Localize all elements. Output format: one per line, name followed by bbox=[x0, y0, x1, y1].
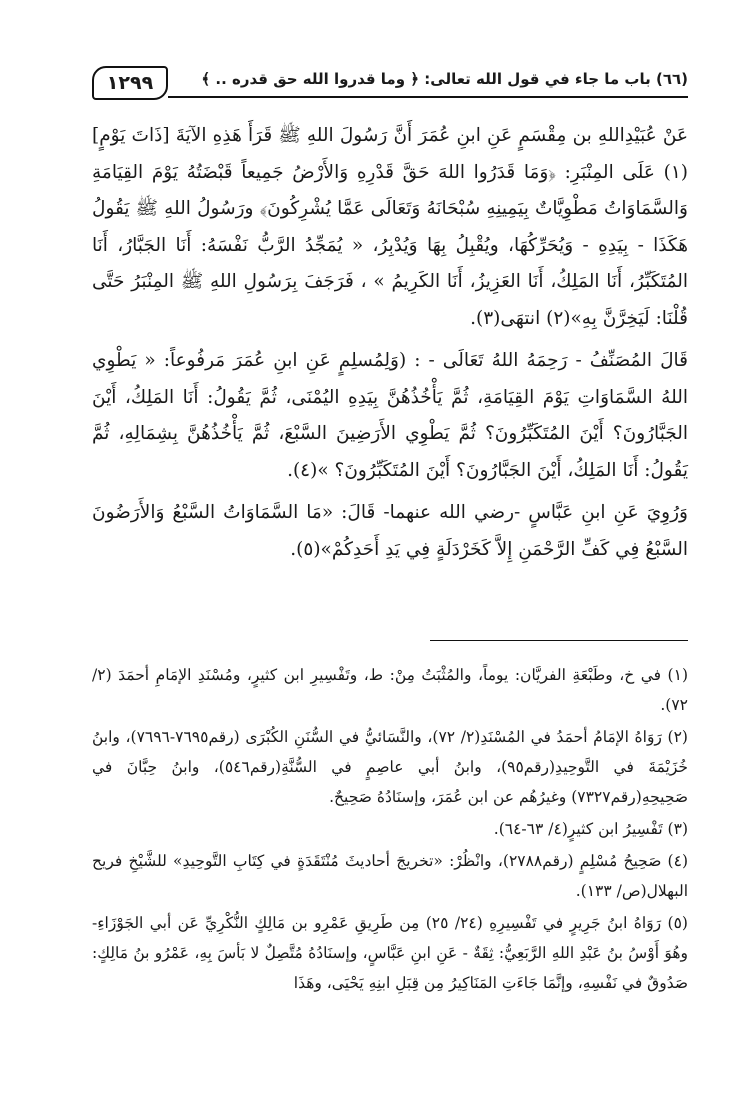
footnotes bbox=[92, 660, 688, 1000]
page-number: ١٢٩٩ bbox=[92, 66, 168, 100]
footnote-2: (٢) رَوَاهُ الإمَامُ أحمَدُ في المُسْنَدِ(٢/ ٧٢)، والنَّسَائيُّ في السُّنَنِ الكُبْرَى (رقم٧٦٩٥-٧٦٩٦)، وابنُ خُزَيْمَةَ في التَّوحِيدِ(رقم٩٥)، وابنُ أبي عاصِمٍ في السُّنَّةِ(رقم٥٤٦)، وابنُ حِبَّانَ في صَحِيحِهِ(رقم٧٣٢٧) وغيرُهُم عن ابن عُمَرَ، وإسنَادُهُ صَحِيحٌ. bbox=[92, 728, 688, 806]
main-text bbox=[92, 118, 688, 568]
footnote-1: (١) في خ، وطَبْعَةِ الفريَّان: يوماً، والمُثْبَتُ مِنْ: ط، وتَفْسِيرِ ابن كثيرٍ، ومُسْنَدِ الإمَامِ أحمَدَ (٢/ ٧٢). bbox=[92, 666, 688, 714]
header-rule bbox=[168, 96, 688, 98]
paragraph-hadith-ibn-umar: عَنْ عُبَيْدِاللهِ بن مِقْسَمٍ عَنِ ابنِ عُمَرَ أَنَّ رَسُولَ اللهِ ﷺ قَرَأَ هَذِهِ الآيَةَ [ذَاتَ يَوْمٍ](١) عَلَى المِنْبَرِ: ﴿وَمَا قَدَرُوا اللهَ حَقَّ قَدْرِهِ وَالأَرْضُ جَمِيعاً قَبْضَتُهُ يَوْمَ القِيَامَةِ وَالسَّمَاوَاتُ مَطْوِيَّاتٌ بِيَمِينِهِ سُبْحَانَهُ وَتَعَالَى عَمَّا يُشْرِكُونَ﴾ ورَسُولُ اللهِ ﷺ يَقُولُ هَكَذَا - بِيَدِهِ - وَيُحَرِّكُهَا، ويُقْبِلُ بِهَا وَيُدْبِرُ، « يُمَجِّدُ الرَّبُّ نَفْسَهُ: أَنَا الجَبَّارُ، أَنَا المُتَكَبِّرُ، أَنَا المَلِكُ، أَنَا العَزِيزُ، أَنَا الكَرِيمُ » ، فَرَجَفَ بِرَسُولِ اللهِ ﷺ المِنْبَرُ حَتَّى قُلْنَا: لَيَخِرَّنَّ بِهِ»(٢) انتهَى(٣). bbox=[92, 125, 688, 329]
footnote-4: (٤) صَحِيحُ مُسْلِمٍ (رقم٢٧٨٨)، وانْظُرْ: «تخريجَ أحاديثَ مُنْتَقَدَةٍ في كِتَابِ التَّوحِيدِ» للشَّيْخِ فريح البهلال(ص/ ١٣٣). bbox=[92, 852, 688, 900]
footnote-divider bbox=[430, 640, 688, 641]
footnote-3: (٣) تَفْسِيرُ ابن كثيرٍ(٤/ ٦٣-٦٤). bbox=[493, 820, 688, 838]
paragraph-muslim-narration: قَالَ المُصَنِّفُ - رَحِمَهُ اللهُ تَعَالَى - : (وَلِمُسلِمٍ عَنِ ابنِ عُمَرَ مَرفُوعاً: « يَطْوِي اللهُ السَّمَاوَاتِ يَوْمَ القِيَامَةِ، ثُمَّ يَأْخُذُهُنَّ بِيَدِهِ اليُمْنَى، ثُمَّ يَقُولُ: أَنَا المَلِكُ، أَيْنَ الجَبَّارُونَ؟ أَيْنَ المُتَكَبِّرُونَ؟ ثُمَّ يَطْوِي الأَرَضِينَ السَّبْعَ، ثُمَّ يَأْخُذُهُنَّ بِشِمَالِهِ، ثُمَّ يَقُولُ: أَنَا المَلِكُ، أَيْنَ الجَبَّارُونَ؟ أَيْنَ المُتَكَبِّرُونَ؟ »(٤). bbox=[92, 350, 688, 481]
footnote-5: (٥) رَوَاهُ ابنُ جَرِيرٍ في تَفْسِيرِهِ (٢٤/ ٢٥) مِن طَرِيقِ عَمْرِو بن مَالِكٍ النُّكْرِيِّ عَن أبي الجَوْزَاءِ-وهُوَ أَوْسُ بنُ عَبْدِ اللهِ الرَّبَعِيُّ: ثِقَةٌ - عَنِ ابنِ عَبَّاسٍ، وإسنَادُهُ مُتَّصِلٌ لا بَأسَ بِهِ، عَمْرُو بنُ مَالِكٍ: صَدُوقٌ في نَفْسِهِ، وإنَّمَا جَاءَتِ المَنَاكِيرُ مِن قِبَلِ ابنِهِ يَحْيَى، وهَذَا bbox=[92, 914, 688, 992]
paragraph-ibn-abbas: وَرُوِيَ عَنِ ابنِ عَبَّاسٍ -رضي الله عنهما- قَالَ: «مَا السَّمَاوَاتُ السَّبْعُ وَالأَرَضُونَ السَّبْعُ فِي كَفِّ الرَّحْمَنِ إِلاَّ كَخَرْدَلَةٍ فِي يَدِ أَحَدِكُمْ»(٥). bbox=[92, 502, 688, 560]
running-title: (٦٦) باب ما جاء في قول الله تعالى: ﴿ وما قدروا الله حق قدره .. ﴾ bbox=[201, 70, 688, 88]
page-header bbox=[92, 66, 688, 106]
